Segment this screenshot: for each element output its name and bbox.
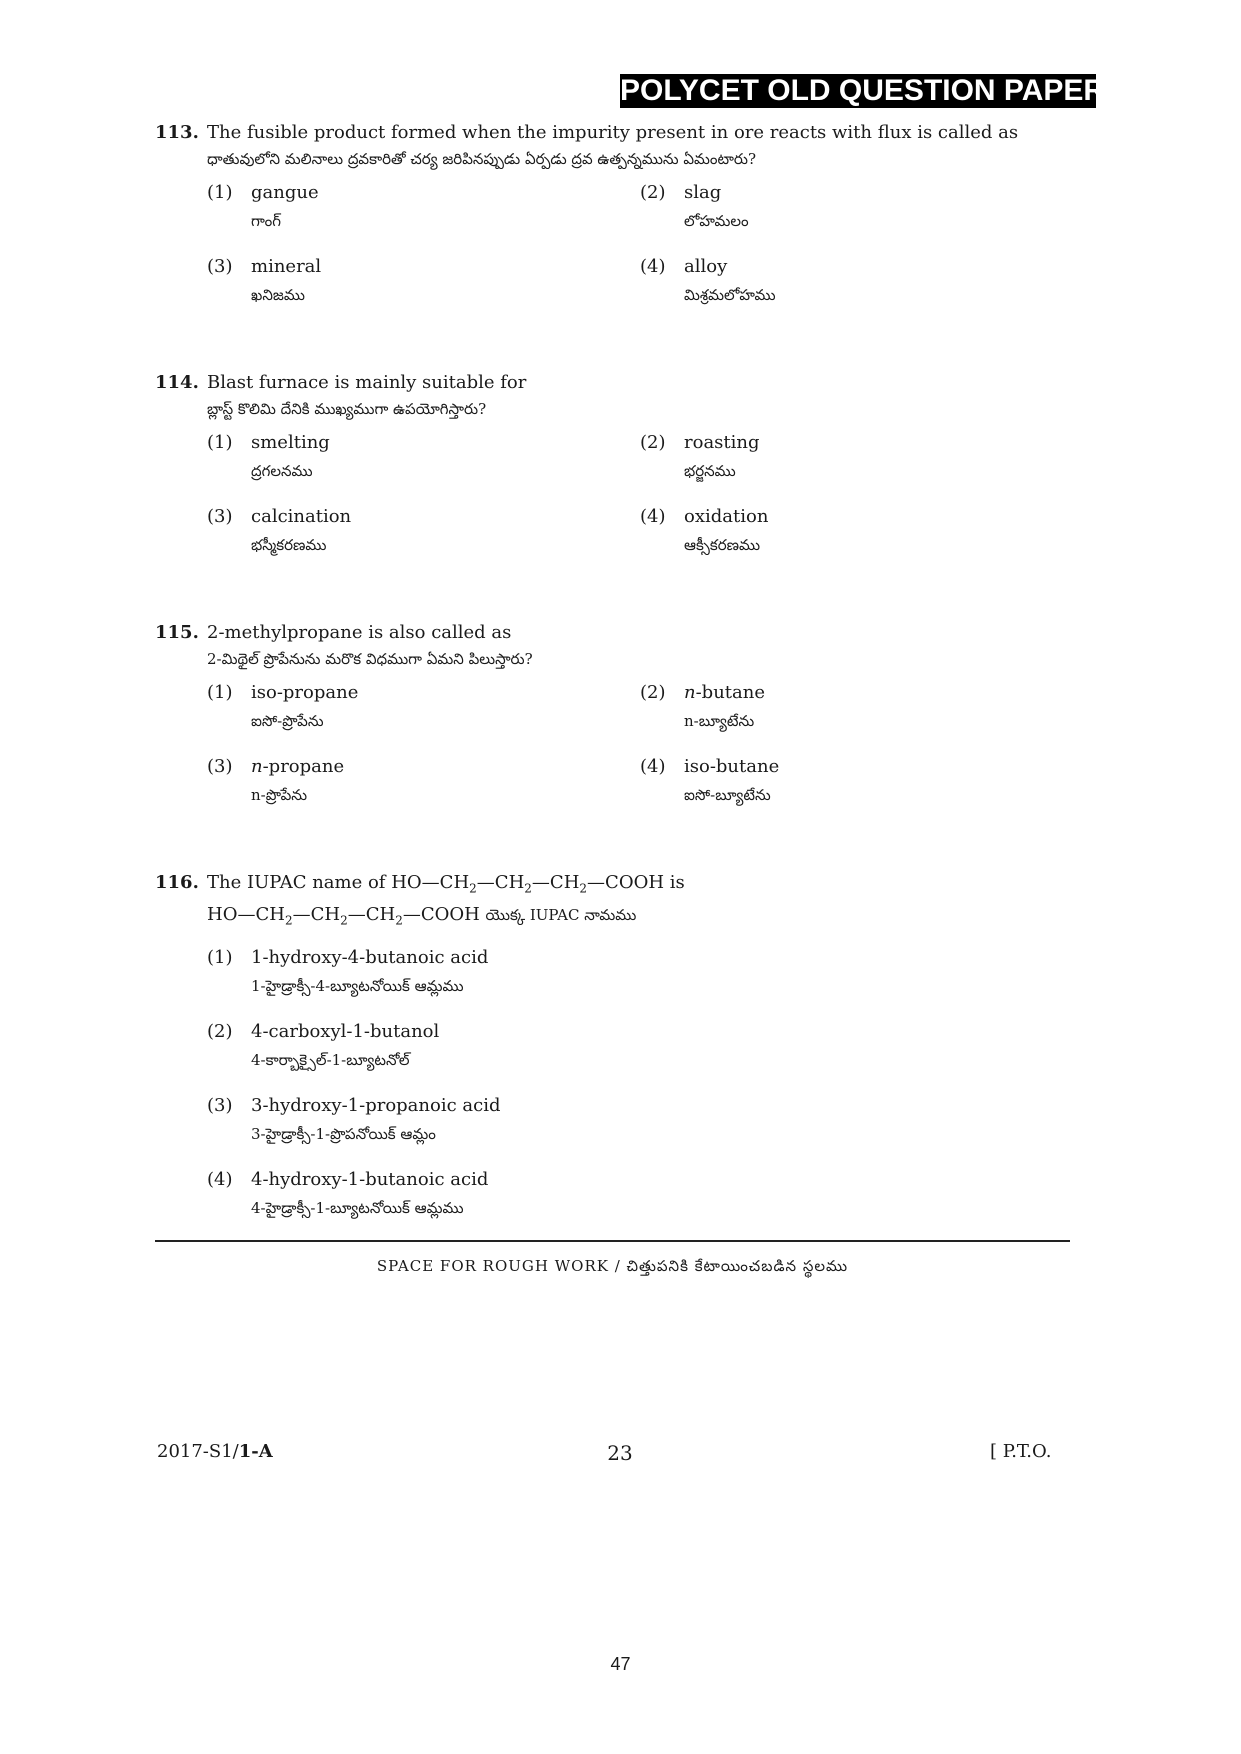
option-text: calcination <box>251 506 352 527</box>
option-text: mineral <box>251 256 322 277</box>
question-number: 115. <box>155 622 199 643</box>
option-telugu: ద్రగలనము <box>251 462 313 480</box>
option-telugu: 3-హైడ్రాక్సీ-1-ప్రొపనోయిక్ ఆమ్లం <box>251 1125 436 1143</box>
question-114 <box>155 370 1095 422</box>
option-3 <box>207 1093 501 1149</box>
option-1 <box>207 945 488 1001</box>
option-telugu: భస్మీకరణము <box>251 536 327 554</box>
option-number: (1) <box>207 432 233 453</box>
option-3 <box>207 504 351 560</box>
option-number: (1) <box>207 947 233 968</box>
option-4 <box>640 754 779 810</box>
option-2 <box>207 1019 439 1075</box>
option-number: (2) <box>640 432 666 453</box>
question-telugu: బ్లాస్ట్ కొలిమి దేనికి ముఖ్యముగా ఉపయోగిస్తారు? <box>207 400 487 418</box>
option-text: gangue <box>251 182 319 203</box>
option-2 <box>640 430 760 486</box>
option-text: iso-butane <box>684 756 780 777</box>
option-number: (3) <box>207 1095 233 1116</box>
option-telugu: ఖనిజము <box>251 286 305 304</box>
question-116 <box>155 870 1095 933</box>
question-number: 114. <box>155 372 199 393</box>
rough-work-label: SPACE FOR ROUGH WORK / చిత్తుపనికి కేటాయించబడిన స్థలము <box>376 1257 849 1275</box>
divider-rule <box>155 1240 1070 1242</box>
page-banner: POLYCET OLD QUESTION PAPER <box>620 74 1106 107</box>
option-number: (4) <box>207 1169 233 1190</box>
option-telugu: గాంగ్ <box>251 212 282 230</box>
option-text: slag <box>684 182 722 203</box>
option-text: n-propane <box>251 756 345 777</box>
option-number: (1) <box>207 182 233 203</box>
question-telugu: 2-మిథైల్ ప్రొపేనును మరొక విధముగా ఏమని పిలుస్తారు? <box>207 650 533 668</box>
option-text: alloy <box>684 256 728 277</box>
question-113 <box>155 120 1095 172</box>
option-number: (2) <box>640 182 666 203</box>
option-number: (4) <box>640 256 666 277</box>
option-2 <box>640 680 765 736</box>
option-telugu: 4-హైడ్రాక్సీ-1-బ్యూటనోయిక్ ఆమ్లము <box>251 1199 464 1217</box>
option-telugu: ఐసో-బ్యూటేను <box>684 786 771 804</box>
option-number: (4) <box>640 756 666 777</box>
option-telugu: 1-హైడ్రాక్సీ-4-బ్యూటనోయిక్ ఆమ్లము <box>251 977 464 995</box>
question-telugu: ధాతువులోని మలినాలు ద్రవకారితో చర్య జరిపినప్పుడు ఏర్పడు ద్రవ ఉత్పన్నమును ఏమంటారు? <box>207 150 757 168</box>
document-page-number: 47 <box>610 1654 631 1674</box>
option-text: 1-hydroxy-4-butanoic acid <box>251 947 489 968</box>
question-number: 116. <box>155 872 199 893</box>
option-number: (2) <box>207 1021 233 1042</box>
option-1 <box>207 180 319 236</box>
option-text: iso-propane <box>251 682 359 703</box>
option-number: (4) <box>640 506 666 527</box>
chemical-formula: $HO—CH_2—CH_2—CH_2—COOH$ <box>391 872 665 896</box>
option-telugu: n-ప్రొపేను <box>251 786 308 804</box>
option-telugu: 4-కార్బాక్సైల్-1-బ్యూటనోల్ <box>251 1051 410 1069</box>
option-telugu: భర్జనము <box>684 462 736 480</box>
option-text: oxidation <box>684 506 769 527</box>
option-telugu: ఐసో-ప్రొపేను <box>251 712 324 730</box>
option-number: (1) <box>207 682 233 703</box>
paper-page-number: 23 <box>607 1441 633 1465</box>
pto-label: [ P.T.O. <box>990 1441 1052 1462</box>
option-number: (3) <box>207 756 233 777</box>
option-2 <box>640 180 749 236</box>
option-text: smelting <box>251 432 330 453</box>
telugu-suffix: యొక్క IUPAC నామము <box>485 905 637 924</box>
option-text: 4-carboxyl-1-butanol <box>251 1021 440 1042</box>
chemical-formula: $HO—CH_2—CH_2—CH_2—COOH$ <box>207 903 480 928</box>
question-number: 113. <box>155 122 199 143</box>
option-3 <box>207 754 344 810</box>
question-text-suffix: is <box>669 872 685 893</box>
question-text-prefix: The IUPAC name of <box>207 872 386 893</box>
option-text: roasting <box>684 432 760 453</box>
option-text: n-butane <box>684 682 766 703</box>
option-text: 4-hydroxy-1-butanoic acid <box>251 1169 489 1190</box>
option-1 <box>207 680 358 736</box>
paper-code: 2017-S1/1-A <box>157 1441 273 1462</box>
option-3 <box>207 254 321 310</box>
question-115 <box>155 620 1095 672</box>
question-text: Blast furnace is mainly suitable for <box>207 372 527 393</box>
option-4 <box>640 254 776 310</box>
question-text: 2-methylpropane is also called as <box>207 622 512 643</box>
question-text: The fusible product formed when the impurity present in ore reacts with flux is called as <box>207 122 1019 143</box>
option-number: (3) <box>207 506 233 527</box>
option-4 <box>207 1167 488 1223</box>
option-telugu: లోహమలం <box>684 212 749 230</box>
option-text: 3-hydroxy-1-propanoic acid <box>251 1095 501 1116</box>
option-telugu: ఆక్సీకరణము <box>684 536 761 554</box>
option-number: (3) <box>207 256 233 277</box>
option-telugu: మిశ్రమలోహము <box>684 286 776 304</box>
question-telugu <box>207 902 1095 934</box>
option-number: (2) <box>640 682 666 703</box>
option-1 <box>207 430 330 486</box>
option-4 <box>640 504 768 560</box>
option-telugu: n-బ్యూటేను <box>684 712 755 730</box>
